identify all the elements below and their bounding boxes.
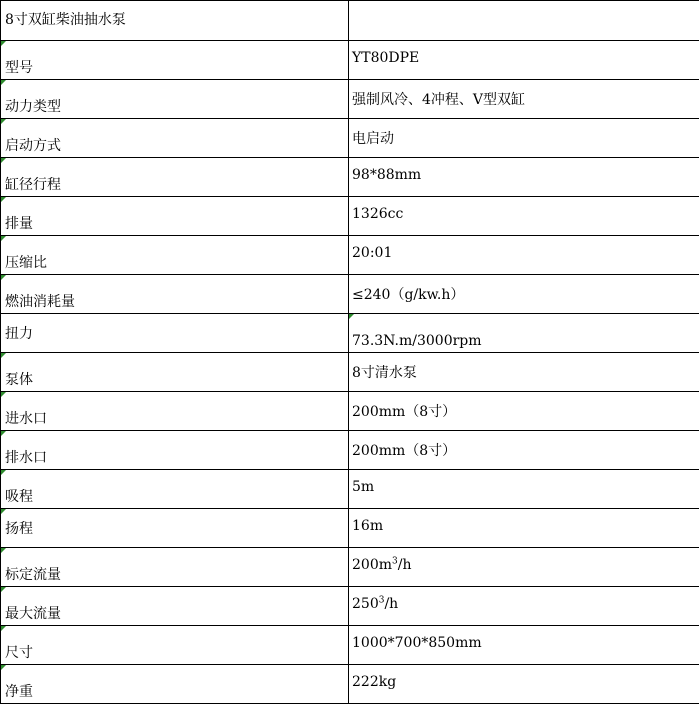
- label-cell: [1, 314, 349, 353]
- label-cell: [1, 158, 349, 197]
- table-row: [1, 353, 699, 392]
- cell-marker-icon: [1, 509, 6, 514]
- row-label: 燃油消耗量: [5, 294, 75, 310]
- table-row: [1, 197, 699, 236]
- row-label: 动力类型: [5, 99, 61, 115]
- cell-marker-icon: [1, 236, 6, 241]
- table-title: 8寸双缸柴油抽水泵: [5, 12, 126, 28]
- label-cell: [1, 587, 349, 626]
- cell-marker-icon: [1, 431, 6, 436]
- row-value-main: 250: [352, 596, 379, 612]
- value-cell: [349, 275, 699, 314]
- table-row: [1, 470, 699, 509]
- row-label: 缸径行程: [5, 177, 61, 193]
- table-row: [1, 236, 699, 275]
- row-value: 5m: [352, 479, 375, 495]
- value-cell: [349, 470, 699, 509]
- label-cell: [1, 665, 349, 704]
- label-cell: [1, 236, 349, 275]
- label-cell: [1, 41, 349, 80]
- label-cell: [1, 470, 349, 509]
- table-row: [1, 548, 699, 587]
- table-row: [1, 509, 699, 548]
- value-cell: [349, 665, 699, 704]
- table-row: [1, 665, 699, 704]
- value-cell: [349, 548, 699, 587]
- value-cell: [349, 236, 699, 275]
- label-cell: [1, 392, 349, 431]
- table-title-cell: [1, 1, 349, 41]
- row-value: [352, 557, 411, 573]
- value-cell: [349, 197, 699, 236]
- value-cell: [349, 431, 699, 470]
- table-row: [1, 431, 699, 470]
- cell-marker-icon: [1, 665, 6, 670]
- table-title-empty-cell: [349, 1, 699, 41]
- row-value: [352, 596, 398, 612]
- value-cell: [349, 158, 699, 197]
- row-label: 启动方式: [5, 138, 61, 154]
- row-value: 强制风冷、4冲程、V型双缸: [352, 92, 526, 108]
- value-cell: [349, 41, 699, 80]
- row-value: 73.3N.m/3000rpm: [352, 333, 482, 349]
- table-row: [1, 80, 699, 119]
- cell-marker-icon: [1, 626, 6, 631]
- table-row: [1, 119, 699, 158]
- label-cell: [1, 353, 349, 392]
- row-label: 扭力: [5, 326, 33, 342]
- cell-marker-icon: [1, 392, 6, 397]
- table-row: [1, 392, 699, 431]
- row-label: 型号: [5, 60, 33, 76]
- row-value: 8寸清水泵: [352, 365, 417, 381]
- cell-marker-icon: [1, 587, 6, 592]
- cell-marker-icon: [1, 470, 6, 475]
- value-cell: [349, 587, 699, 626]
- label-cell: [1, 626, 349, 665]
- cell-marker-icon: [1, 80, 6, 85]
- table-row: [1, 626, 699, 665]
- table-row: [1, 41, 699, 80]
- value-cell: [349, 80, 699, 119]
- cell-marker-icon: [1, 119, 6, 124]
- table-title-row: [1, 1, 699, 41]
- cell-marker-icon: [349, 314, 354, 319]
- cell-marker-icon: [1, 275, 6, 280]
- cell-marker-icon: [1, 158, 6, 163]
- row-value-main: 200m: [352, 557, 392, 573]
- row-label: 进水口: [5, 411, 47, 427]
- row-value: 98*88mm: [352, 167, 422, 183]
- row-label: 最大流量: [5, 606, 61, 622]
- row-value: 16m: [352, 518, 384, 534]
- row-value-tail: /h: [384, 596, 399, 612]
- row-value: 电启动: [352, 131, 394, 147]
- table-row: [1, 158, 699, 197]
- row-label: 尺寸: [5, 645, 33, 661]
- cell-marker-icon: [1, 353, 6, 358]
- row-value: 20:01: [352, 245, 393, 261]
- label-cell: [1, 80, 349, 119]
- row-value-sup: 3: [392, 556, 398, 567]
- cell-marker-icon: [1, 197, 6, 202]
- value-cell: [349, 509, 699, 548]
- table-row: [1, 587, 699, 626]
- row-label: 排量: [5, 216, 33, 232]
- row-value: YT80DPE: [352, 50, 420, 66]
- row-label: 吸程: [5, 489, 33, 505]
- value-cell: [349, 626, 699, 665]
- value-cell: [349, 392, 699, 431]
- label-cell: [1, 509, 349, 548]
- row-label: 扬程: [5, 521, 33, 537]
- value-cell: [349, 119, 699, 158]
- row-value: ≤240（g/kw.h）: [352, 287, 465, 303]
- value-cell: [349, 314, 699, 353]
- row-value: 200mm（8寸）: [352, 404, 457, 420]
- row-value: 1326cc: [352, 206, 404, 222]
- row-label: 压缩比: [5, 255, 47, 271]
- row-value-sup: 3: [378, 595, 385, 606]
- row-value: 200mm（8寸）: [352, 443, 457, 459]
- row-label: 净重: [5, 684, 33, 700]
- label-cell: [1, 548, 349, 587]
- value-cell: [349, 353, 699, 392]
- row-label: 标定流量: [5, 567, 61, 583]
- row-label: 泵体: [5, 372, 33, 388]
- table-row: [1, 275, 699, 314]
- label-cell: [1, 119, 349, 158]
- row-value: 1000*700*850mm: [352, 635, 482, 651]
- row-value: 222kg: [352, 674, 397, 690]
- row-value-tail: /h: [397, 557, 412, 573]
- cell-marker-icon: [1, 548, 6, 553]
- table-row: [1, 314, 699, 353]
- row-label: 排水口: [5, 450, 47, 466]
- label-cell: [1, 197, 349, 236]
- cell-marker-icon: [1, 41, 6, 46]
- label-cell: [1, 275, 349, 314]
- label-cell: [1, 431, 349, 470]
